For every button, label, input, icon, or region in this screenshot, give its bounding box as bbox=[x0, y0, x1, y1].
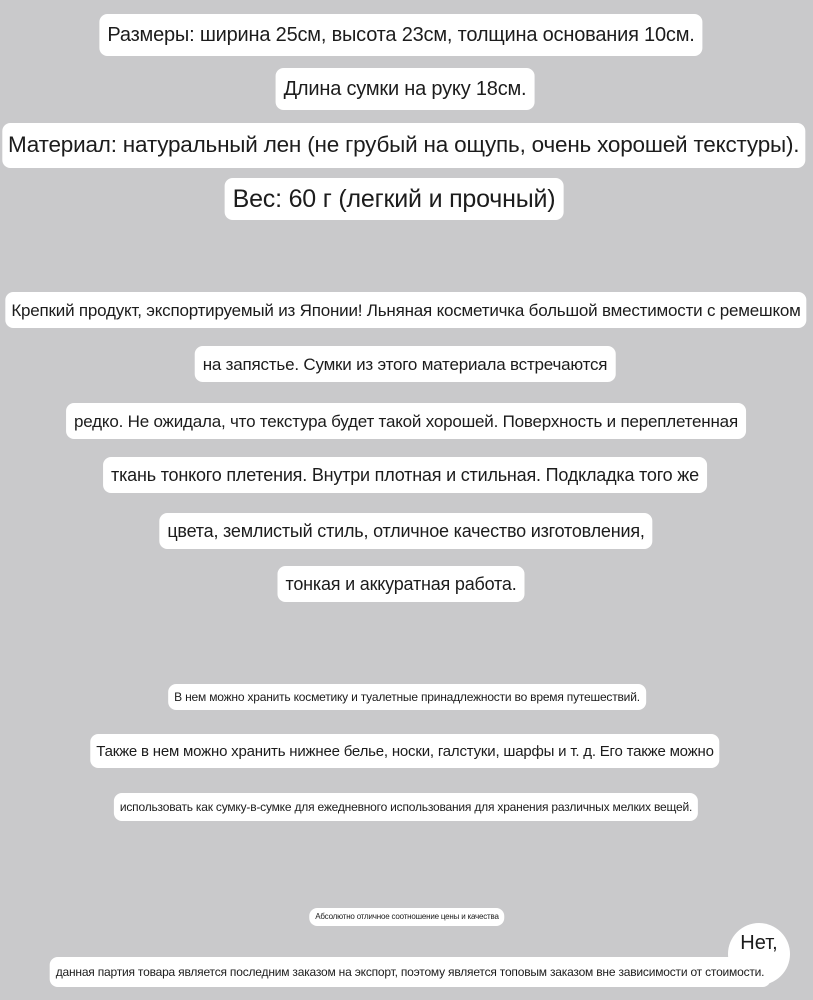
weight-line: Вес: 60 г (легкий и прочный) bbox=[225, 178, 564, 220]
usage-line-3: использовать как сумку-в-сумке для ежедневного использования для хранения различных мелких вещей. bbox=[114, 793, 698, 821]
description-line-1: Крепкий продукт, экспортируемый из Японии! Льняная косметичка большой вместимости с ремешком bbox=[5, 292, 806, 328]
no-word-text: Нет, bbox=[740, 931, 778, 954]
material-line: Материал: натуральный лен (не грубый на ощупь, очень хорошей текстуры). bbox=[2, 123, 805, 168]
description-line-3: редко. Не ожидала, что текстура будет такой хорошей. Поверхность и переплетенная bbox=[66, 403, 746, 439]
description-line-4: ткань тонкого плетения. Внутри плотная и стильная. Подкладка того же bbox=[103, 457, 707, 493]
value-note: Абсолютно отличное соотношение цены и качества bbox=[309, 908, 504, 926]
usage-line-1: В нем можно хранить косметику и туалетные принадлежности во время путешествий. bbox=[168, 684, 646, 710]
description-line-5: цвета, землистый стиль, отличное качество изготовления, bbox=[159, 513, 652, 549]
dimensions-line: Размеры: ширина 25см, высота 23см, толщина основания 10см. bbox=[99, 14, 702, 56]
final-line: данная партия товара является последним заказом на экспорт, поэтому является топовым заказом вне зависимости от стоимости. bbox=[50, 957, 771, 987]
description-line-2: на запястье. Сумки из этого материала встречаются bbox=[195, 346, 616, 382]
description-line-6: тонкая и аккуратная работа. bbox=[277, 566, 524, 602]
usage-line-2: Также в нем можно хранить нижнее белье, носки, галстуки, шарфы и т. д. Его также можно bbox=[90, 734, 719, 768]
strap-length-line: Длина сумки на руку 18см. bbox=[276, 68, 535, 110]
